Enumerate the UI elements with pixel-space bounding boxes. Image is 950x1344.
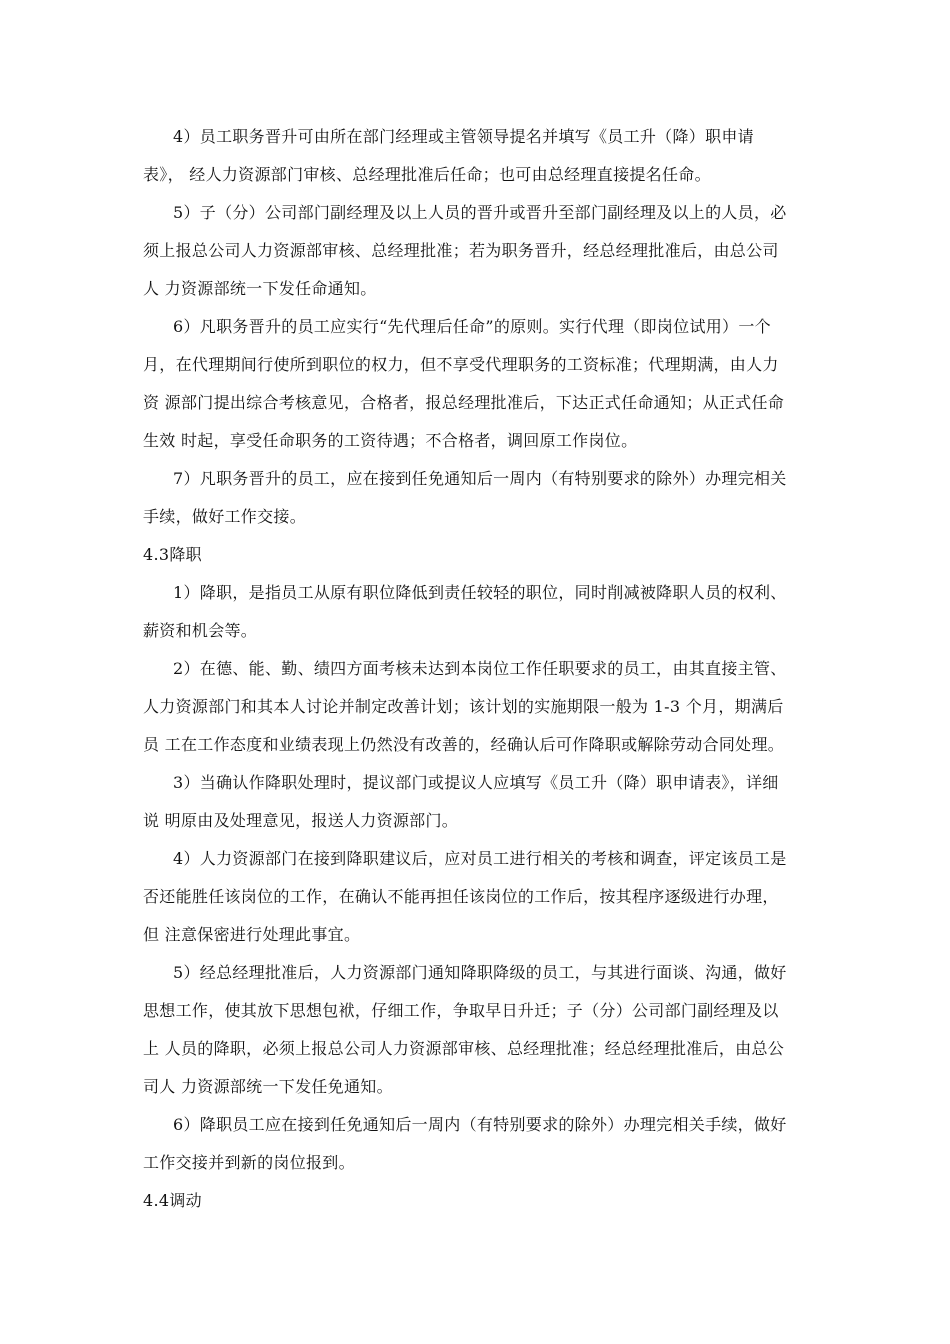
paragraph-line: 人力资源部门和其本人讨论并制定改善计划；该计划的实施期限一般为 1-3 个月，期满后 <box>143 697 784 716</box>
section-heading: 4.3降职 <box>143 545 202 564</box>
paragraph-line: 薪资和机会等。 <box>143 621 258 640</box>
paragraph-line: 须上报总公司人力资源部审核、总经理批准；若为职务晋升，经总经理批准后，由总公司 <box>143 241 779 260</box>
paragraph-line: 6）降职员工应在接到任免通知后一周内（有特别要求的除外）办理完相关手续，做好 <box>173 1115 787 1134</box>
paragraph-line: 6）凡职务晋升的员工应实行“先代理后任命”的原则。实行代理（即岗位试用）一个 <box>173 317 771 336</box>
paragraph-line: 司人 力资源部统一下发任免通知。 <box>143 1077 393 1096</box>
paragraph-line: 3）当确认作降职处理时，提议部门或提议人应填写《员工升（降）职申请表》，详细 <box>173 773 779 792</box>
paragraph-line: 但 注意保密进行处理此事宜。 <box>143 925 361 944</box>
paragraph-line: 2）在德、能、勤、绩四方面考核未达到本岗位工作任职要求的员工，由其直接主管、 <box>173 659 787 678</box>
paragraph-line: 资 源部门提出综合考核意见，合格者，报总经理批准后，下达正式任命通知；从正式任命 <box>143 393 785 412</box>
paragraph-line: 手续，做好工作交接。 <box>143 507 307 526</box>
paragraph-line: 工作交接并到新的岗位报到。 <box>143 1153 355 1172</box>
paragraph-line: 说 明原由及处理意见，报送人力资源部门。 <box>143 811 459 830</box>
paragraph-line: 5）子（分）公司部门副经理及以上人员的晋升或晋升至部门副经理及以上的人员，必 <box>173 203 787 222</box>
paragraph-line: 4）员工职务晋升可由所在部门经理或主管领导提名并填写《员工升（降）职申请 <box>173 127 754 146</box>
paragraph-line: 1）降职，是指员工从原有职位降低到责任较轻的职位，同时削减被降职人员的权利、 <box>173 583 787 602</box>
paragraph-line: 7）凡职务晋升的员工，应在接到任免通知后一周内（有特别要求的除外）办理完相关 <box>173 469 787 488</box>
paragraph-line: 5）经总经理批准后，人力资源部门通知降职降级的员工，与其进行面谈、沟通，做好 <box>173 963 787 982</box>
section-heading: 4.4调动 <box>143 1191 202 1210</box>
paragraph-line: 月，在代理期间行使所到职位的权力，但不享受代理职务的工资标准；代理期满，由人力 <box>143 355 779 374</box>
paragraph-line: 表》， 经人力资源部门审核、总经理批准后任命；也可由总经理直接提名任命。 <box>143 165 711 184</box>
paragraph-line: 思想工作，使其放下思想包袱，仔细工作，争取早日升迁；子（分）公司部门副经理及以 <box>143 1001 779 1020</box>
paragraph-line: 上 人员的降职，必须上报总公司人力资源部审核、总经理批准；经总经理批准后，由总公 <box>143 1039 785 1058</box>
paragraph-line: 员 工在工作态度和业绩表现上仍然没有改善的，经确认后可作降职或解除劳动合同处理。 <box>143 735 785 754</box>
paragraph-line: 人 力资源部统一下发任命通知。 <box>143 279 377 298</box>
paragraph-line: 4）人力资源部门在接到降职建议后，应对员工进行相关的考核和调查，评定该员工是 <box>173 849 787 868</box>
paragraph-line: 生效 时起，享受任命职务的工资待遇；不合格者，调回原工作岗位。 <box>143 431 638 450</box>
paragraph-line: 否还能胜任该岗位的工作，在确认不能再担任该岗位的工作后，按其程序逐级进行办理， <box>143 887 779 906</box>
